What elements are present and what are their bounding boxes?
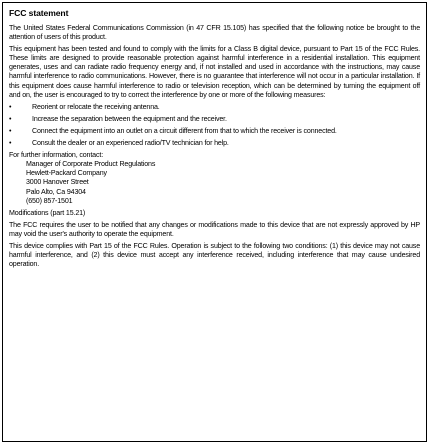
fcc-statement-box [2,2,427,442]
contact-line: Hewlett-Packard Company [26,169,107,178]
contact-line: 3000 Hanover Street [26,178,89,187]
page-title: FCC statement [9,8,69,18]
list-item [9,115,420,124]
intro-paragraph: The United States Federal Communications Commission (in 47 CFR 15.105) has specified that the following notice be brought to the attention of users of this product. [9,24,420,42]
modifications-heading: Modifications (part 15.21) [9,208,86,217]
contact-line: Palo Alto, Ca 94304 [26,187,86,196]
contact-intro: For further information, contact: [9,151,104,160]
modifications-paragraph: The FCC requires the user to be notified that any changes or modifications made to this device that are not expressly approved by HP may void the user's authority to operate the equipment. [9,220,420,238]
bullet-icon: • [9,126,12,135]
measure-text: Consult the dealer or an experienced radio/TV technician for help. [32,139,229,148]
conditions-paragraph: This device complies with Part 15 of the FCC Rules. Operation is subject to the following two conditions: (1) this device may not cause harmful interference, and (2) this device must accept any interference received, including interference that may cause undesired operation. [9,241,420,269]
measure-text: Connect the equipment into an outlet on a circuit different from that to which the receiver is connected. [32,126,337,135]
contact-line: Manager of Corporate Product Regulations [26,160,156,169]
list-item [9,127,420,136]
bullet-icon: • [9,114,12,123]
bullet-icon: • [9,139,12,148]
contact-address [26,160,420,205]
measure-text: Reorient or relocate the receiving antenna. [32,102,160,111]
measure-text: Increase the separation between the equipment and the receiver. [32,114,227,123]
contact-line: (650) 857-1501 [26,196,73,205]
compliance-paragraph: This equipment has been tested and found to comply with the limits for a Class B digital device, pursuant to Part 15 of the FCC Rules. These limits are designed to provide reasonable protection against harmful interference in a residential installation. This equipment generates, uses and can radiate radio frequency energy and, if not installed and used in accordance with the instructions, may cause harmful interference to radio communications. However, there is no guarantee that interference will not occur in a particular installation. If this equipment does cause harmful interference to radio or television reception, which can be determined by turning the equipment off and on, the user is encouraged to try to correct the interference by one or more of the following measures: [9,45,420,99]
list-item [9,103,420,112]
list-item [9,139,420,148]
measures-list [9,103,420,148]
bullet-icon: • [9,102,12,111]
